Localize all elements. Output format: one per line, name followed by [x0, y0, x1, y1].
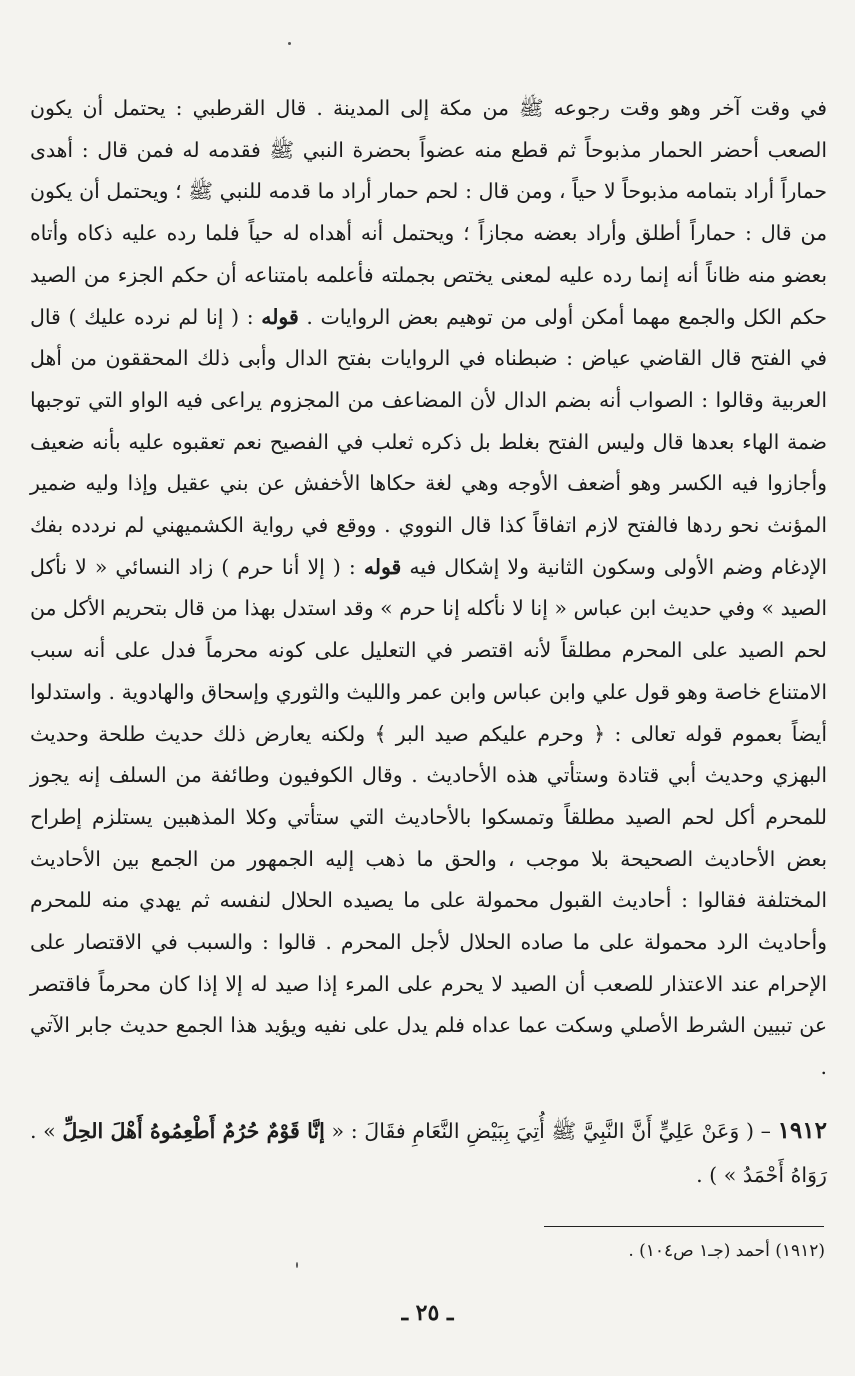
hadith-outro: » . رَوَاهُ أَحْمَدُ » ) . — [30, 1118, 827, 1187]
footnote: (١٩١٢) أحمد (جـ١ ص١٠٤) . — [628, 1241, 825, 1261]
scan-speck — [296, 1262, 298, 1268]
footnote-divider — [544, 1226, 824, 1227]
page-number: ـ ٢٥ ـ — [401, 1300, 454, 1326]
hadith-intro: – ( وَعَنْ عَلِيٍّ أَنَّ النَّبِيَّ ﷺ أُتِيَ بِبَيْضِ النَّعَامِ فقَالَ : « — [324, 1118, 778, 1143]
hadith-entry — [30, 1109, 827, 1197]
hadith-quote: إنَّا قَوْمٌ حُرُمٌ أَطْعِمُوهُ أَهْلَ الحِلِّ — [62, 1118, 325, 1143]
hadith-number: ١٩١٢ — [777, 1116, 827, 1144]
commentary-text — [30, 88, 827, 1089]
paragraph-2: : ( إنا لم نرده عليك ) قال في الفتح قال القاضي عياض : ضبطناه في الروايات بفتح الدال وأبى ذلك المحققون من أهل العربية وقالوا : الصواب أنه بضم الدال لأن المضاعف من المجزوم يراعى فيه الواو التي توجبها ضمة الهاء بعدها قال وليس الفتح بغلط بل ذكره ثعلب في الفصيح نعم تعقبوه عليه بأنه ضعيف وأجازوا فيه الكسر وهو أضعف الأوجه وهي لغة حكاها الأخفش عن بني عقيل وإذا وليه ضمير المؤنث نحو ردها فالفتح لازم اتفاقاً كذا قال النووي . ووقع في رواية الكشميهني لم نردده بفك الإدغام وضم الأولى وسكون الثانية ولا إشكال فيه — [30, 304, 827, 579]
paragraph-3: : ( إلا أنا حرم ) زاد النسائي « لا نأكل الصيد » وفي حديث ابن عباس « إنا لا نأكله إنا حرم » وقد استدل بهذا من قال بتحريم الأكل من لحم الصيد على المحرم مطلقاً لأنه اقتصر في التعليل على كونه محرماً فدل على أنه سبب الامتناع خاصة وهو قول علي وابن عباس وابن عمر والليث والثوري وإسحاق والهادوية . واستدلوا أيضاً بعموم قوله تعالى : ﴿ وحرم عليكم صيد البر ﴾ ولكنه يعارض ذلك حديث طلحة وحديث البهزي وحديث أبي قتادة وستأتي هذه الأحاديث . وقال الكوفيون وطائفة من السلف إنه يجوز للمحرم أكل لحم الصيد مطلقاً وتمسكوا بالأحاديث التي ستأتي وكلا المذهبين يستلزم إطراح بعض الأحاديث الصحيحة بلا موجب ، والحق ما ذهب إليه الجمهور من الجمع بين الأحاديث المختلفة فقالوا : أحاديث القبول محمولة على ما يصيده الحلال لنفسه ثم يهدي منه للمحرم وأحاديث الرد محمولة على ما صاده الحلال لأجل المحرم . قالوا : والسبب في الاقتصار على الإحرام عند الاعتذار للصعب أن الصيد لا يحرم على المرء إذا صيد له إلا إذا كان محرماً فاقتصر عن تبيين الشرط الأصلي وسكت عما عداه فلم يدل على نفيه ويؤيد هذا الجمع حديث جابر الآتي . — [30, 554, 827, 1080]
paragraph-1: في وقت آخر وهو وقت رجوعه ﷺ من مكة إلى المدينة . قال القرطبي : يحتمل أن يكون الصعب أحضر الحمار مذبوحاً ثم قطع منه عضواً بحضرة النبي ﷺ فقدمه له فمن قال : أهدى حماراً أراد بتمامه مذبوحاً لا حياً ، ومن قال : لحم حمار أراد ما قدمه للنبي ﷺ ؛ ويحتمل أن يكون من قال : حماراً أطلق وأراد بعضه مجازاً ؛ ويحتمل أنه أهداه له حياً فلما رده عليه ذكاه وأتاه بعضو منه ظاناً أنه إنما رده عليه لمعنى يختص بجملته فأعلمه بامتناعه أن حكم الجزء من الصيد حكم الكل والجمع مهما أمكن أولى من توهيم بعض الروايات . — [30, 96, 827, 329]
scan-speck — [288, 42, 291, 45]
paragraph-2-lead: قوله — [261, 304, 299, 329]
paragraph-3-lead: قوله — [363, 554, 402, 579]
